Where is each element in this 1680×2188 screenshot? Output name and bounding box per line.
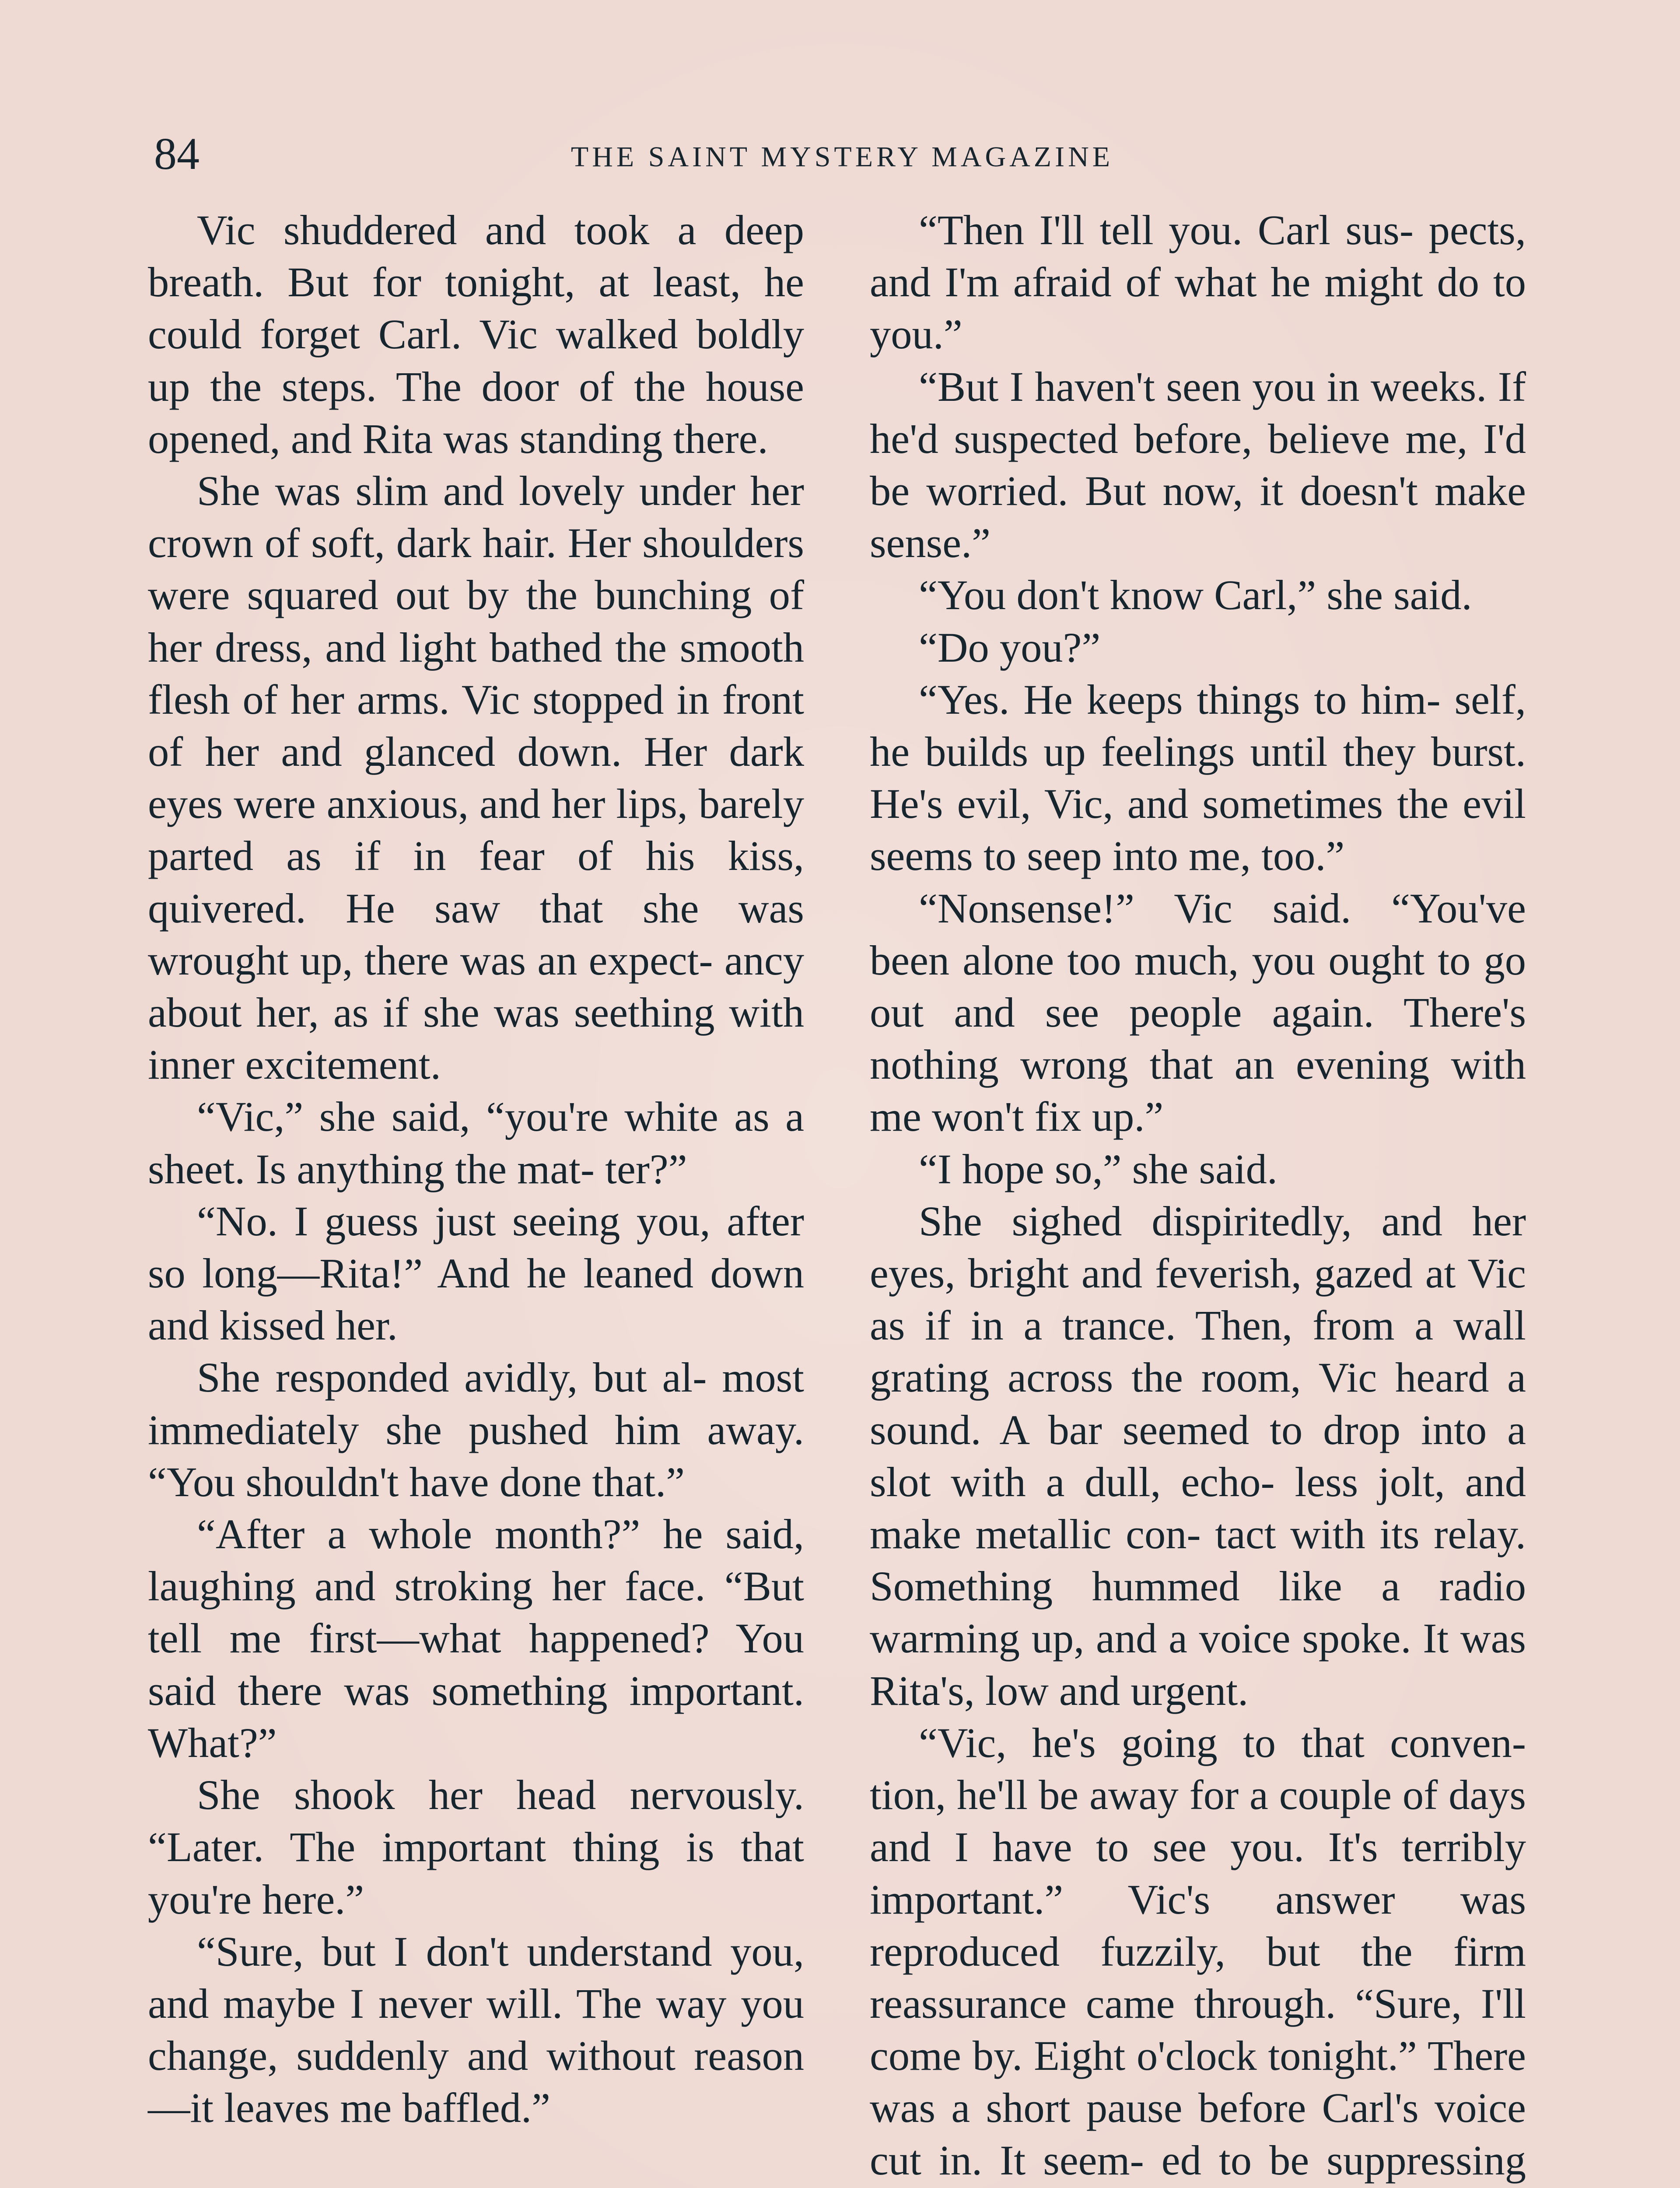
paragraph: “Yes. He keeps things to him- self, he builds up feelings until they burst. He's evil, Vic, and sometimes the evil seems to seep into me, too.”	[870, 676, 1526, 880]
paragraph: “After a whole month?” he said, laughing and stroking her face. “But tell me first—what happened? You said there was something important. What?”	[148, 1511, 804, 1766]
running-head: THE SAINT MYSTERY MAGAZINE	[570, 141, 1114, 173]
paragraph: She shook her head nervously. “Later. The important thing is that you're here.”	[148, 1771, 804, 1923]
paragraph: Vic shuddered and took a deep breath. But for tonight, at least, he could forget Carl. Vic walked boldly up the steps. The door of the house opened, and Rita was standing there.	[148, 207, 804, 462]
right-column	[870, 204, 1526, 2188]
paragraph: “Do you?”	[919, 624, 1101, 671]
paragraph: “Vic, he's going to that conven- tion, he'll be away for a couple of days and I have to see you. It's terribly important.” Vic's answer was reproduced fuzzily, but the firm reassurance came through. “Sure, I'll come by. Eight o'clock tonight.” There was a short pause before Carl's voice cut in. It seem- ed to be suppressing	[870, 1719, 1526, 2184]
paragraph: “Vic,” she said, “you're white as a sheet. Is anything the mat- ter?”	[148, 1093, 804, 1192]
paragraph: “Sure, but I don't understand you, and maybe I never will. The way you change, suddenly and without reason—it leaves me baffled.”	[148, 1928, 804, 2132]
paragraph: “I hope so,” she said.	[919, 1145, 1278, 1192]
paragraph: “But I haven't seen you in weeks. If he'd suspected before, believe me, I'd be worried. But now, it doesn't make sense.”	[870, 363, 1526, 567]
paragraph: She sighed dispiritedly, and her eyes, bright and feverish, gazed at Vic as if in a trance. Then, from a wall grating across the room, Vic heard a sound. A bar seemed to drop into a slot with a dull, echo- less jolt, and make metallic con- tact with its relay. Something hummed like a radio warming up, and a voice spoke. It was Rita's, low and urgent.	[870, 1197, 1526, 1714]
paragraph: “You don't know Carl,” she said.	[919, 572, 1472, 619]
paragraph: “Then I'll tell you. Carl sus- pects, and I'm afraid of what he might do to you.”	[870, 207, 1526, 358]
left-column	[148, 204, 804, 2134]
paragraph: “Nonsense!” Vic said. “You've been alone too much, you ought to go out and see people again. There's nothing wrong that an evening with me won't fix up.”	[870, 884, 1526, 1140]
paragraph: She responded avidly, but al- most immediately she pushed him away. “You shouldn't have done that.”	[148, 1354, 804, 1505]
page-number: 84	[154, 129, 200, 179]
paragraph: “No. I guess just seeing you, after so long—Rita!” And he leaned down and kissed her.	[148, 1197, 804, 1349]
paragraph: She was slim and lovely under her crown of soft, dark hair. Her shoulders were squared out by the bunching of her dress, and light bathed the smooth flesh of her arms. Vic stopped in front of her and glanced down. Her dark eyes were anxious, and her lips, barely parted as if in fear of his kiss, quivered. He saw that she was wrought up, there was an expect- ancy about her, as if she was seething with inner excitement.	[148, 467, 804, 1088]
